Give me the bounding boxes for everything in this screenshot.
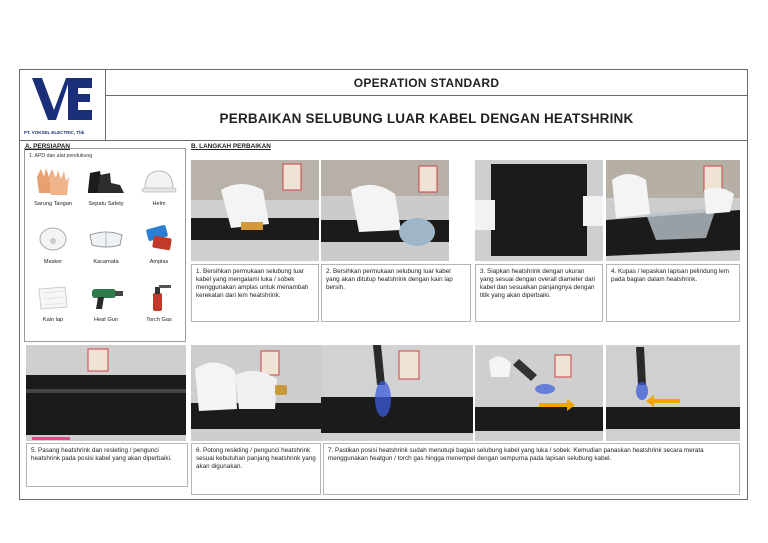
step-3-caption: 3. Siapkan heatshrink dengan ukuran yang sesuai dengan overall diameter dari kabel dan sesuaikan panjangnya dengan titik yang akan diperbaiki.: [475, 264, 603, 322]
step-4-caption: 4. Kupas / lepaskan lapisan pelindung lem pada bagian dalam heatshrink.: [606, 264, 740, 322]
preparation-panel: [24, 148, 186, 342]
step-1-photo: [191, 160, 319, 261]
heat-gun-icon: [86, 281, 126, 313]
step-7a-illustration: [321, 345, 473, 441]
torch-gas-icon: [139, 281, 179, 313]
tool-goggles: [80, 221, 132, 271]
step-7c-illustration: [606, 345, 740, 441]
step-1-caption: 1. Bersihkan permukaan selubung luar kabel yang mengalami luka / sobek menggunakan amplas untuk menambah kerekatan dari lem heatshrink.: [191, 264, 319, 322]
step-5-illustration: [26, 345, 186, 441]
tool-label: Heat Gun: [94, 317, 118, 323]
tool-safety-shoes: [80, 163, 132, 213]
tool-label: Amplas: [149, 259, 169, 265]
sandpaper-icon: [139, 223, 179, 255]
document-subtitle: PERBAIKAN SELUBUNG LUAR KABEL DENGAN HEATSHRINK: [106, 96, 747, 141]
section-a-title: A. PERSIAPAN: [25, 143, 70, 150]
company-name: PT. VOKSEL ELECTRIC, Tbk: [24, 130, 85, 135]
step-4-illustration: [606, 160, 740, 261]
company-logo-cell: [20, 70, 106, 141]
tool-label: Torch Gas: [146, 317, 172, 323]
tool-label: Kacamata: [93, 259, 119, 265]
cloth-icon: [33, 281, 73, 313]
gloves-icon: [33, 165, 73, 197]
mask-icon: [33, 223, 73, 255]
step-7b-illustration: [475, 345, 603, 441]
step-7c-photo: [606, 345, 740, 441]
step-1-illustration: [191, 160, 319, 261]
step-2-photo: [321, 160, 449, 261]
step-7b-photo: [475, 345, 603, 441]
goggles-icon: [86, 223, 126, 255]
preparation-subtitle: 1. APD dan alat pendukung: [29, 153, 93, 159]
step-2-caption: 2. Bersihkan permukaan selubung luar kabel yang akan ditutup heatshrink dengan kain lap bersih.: [321, 264, 471, 322]
safety-shoes-icon: [86, 165, 126, 197]
tool-label: Kain lap: [42, 317, 64, 323]
tool-helmet: [133, 163, 185, 213]
operation-standard-sheet: [19, 69, 748, 500]
step-7-caption: 7. Pastikan posisi heatshrink sudah menutupi bagian selubung kabel yang luka / sobek. Kemudian panaskan heatshrink secara merata menggunakan heatgun / torch gas hingga menempel dengan sempurna pada lapisan selubung kabel.: [323, 443, 740, 495]
document-title: OPERATION STANDARD: [106, 70, 747, 96]
tool-mask: [27, 221, 79, 271]
step-5-photo: [26, 345, 186, 441]
step-5-caption: 5. Pasang heatshrink dan resleting / pengunci heatshrink pada posisi kabel yang akan diperbaiki.: [26, 443, 188, 487]
tool-label: Helm: [152, 201, 166, 207]
step-6-illustration: [191, 345, 321, 441]
tool-sandpaper: [133, 221, 185, 271]
tool-gloves: [27, 163, 79, 213]
section-b-title: B. LANGKAH PERBAIKAN: [191, 143, 271, 150]
tool-cloth: [27, 279, 79, 329]
tool-label: Masker: [43, 259, 63, 265]
step-4-photo: [606, 160, 740, 261]
company-logo-icon: [32, 76, 92, 122]
step-2-illustration: [321, 160, 449, 261]
tool-torch-gas: [133, 279, 185, 329]
step-3-illustration: [475, 160, 603, 261]
helmet-icon: [139, 165, 179, 197]
tool-heat-gun: [80, 279, 132, 329]
step-3-photo: [475, 160, 603, 261]
tool-label: Sarung Tangan: [34, 201, 72, 207]
step-7a-photo: [321, 345, 473, 441]
step-6-caption: 6. Potong resleting / pengunci heatshrink sesuai kebutuhan panjang heatshrink yang akan digunakan.: [191, 443, 321, 495]
tool-label: Sepatu Safety: [88, 201, 124, 207]
step-6-photo: [191, 345, 321, 441]
